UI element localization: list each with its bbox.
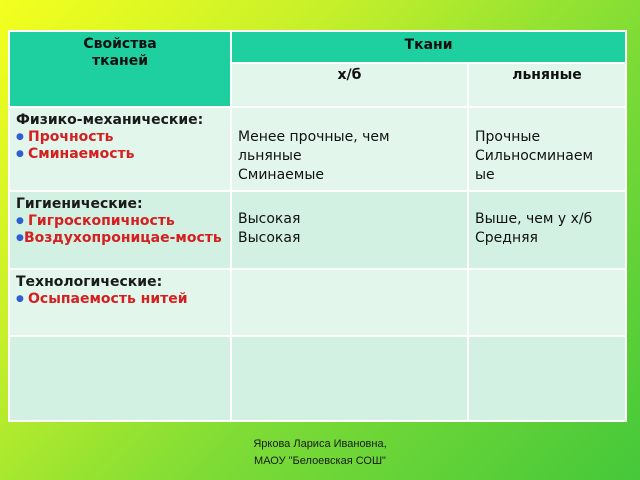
value-line: Прочные xyxy=(475,129,541,145)
property-item: ● Гигроскопичность xyxy=(16,213,175,229)
bullet-icon: ● xyxy=(16,294,24,304)
table-row xyxy=(9,269,626,336)
footer-school: МАОУ "Белоевская СОШ" xyxy=(254,455,386,467)
header-properties-line2: тканей xyxy=(91,53,149,69)
bullet-icon: ● xyxy=(16,233,24,243)
bullet-icon: ● xyxy=(16,149,24,159)
value-line: Сильносминаем xyxy=(475,148,594,164)
property-cell xyxy=(9,107,231,191)
value-line: Менее прочные, чем xyxy=(238,129,390,145)
category-label: Гигиенические: xyxy=(16,196,143,212)
bullet-icon: ● xyxy=(16,216,24,226)
linen-value-cell xyxy=(468,107,626,191)
footer-author: Яркова Лариса Ивановна, xyxy=(253,438,387,450)
cotton-value-cell xyxy=(231,269,468,336)
value-line: Высокая xyxy=(238,211,301,227)
header-linen: льняные xyxy=(468,63,626,107)
table-row xyxy=(9,191,626,269)
property-item: ● Осыпаемость нитей xyxy=(16,291,188,307)
property-cell xyxy=(9,191,231,269)
header-properties xyxy=(9,31,231,107)
empty-cell xyxy=(231,336,468,421)
value-line: ые xyxy=(475,167,495,183)
category-label: Технологические: xyxy=(16,274,163,290)
value-line: Средняя xyxy=(475,230,538,246)
linen-value-cell xyxy=(468,191,626,269)
category-label: Физико-механические: xyxy=(16,112,204,128)
header-cotton: х/б xyxy=(231,63,468,107)
table-row xyxy=(9,336,626,421)
cotton-value-cell xyxy=(231,107,468,191)
header-properties-line1: Свойства xyxy=(83,36,157,52)
cotton-value-cell xyxy=(231,191,468,269)
value-line: Высокая xyxy=(238,230,301,246)
value-line: Сминаемые xyxy=(238,167,325,183)
footer-credit xyxy=(0,436,640,470)
value-line: Выше, чем у х/б xyxy=(475,211,593,227)
property-item: ● Воздухопроницае-мость xyxy=(16,230,222,246)
bullet-icon: ● xyxy=(16,132,24,142)
value-line: льняные xyxy=(238,148,302,164)
linen-value-cell xyxy=(468,269,626,336)
property-item: ● Сминаемость xyxy=(16,146,135,162)
header-fabrics: Ткани xyxy=(231,31,626,63)
empty-cell xyxy=(9,336,231,421)
property-cell xyxy=(9,269,231,336)
empty-cell xyxy=(468,336,626,421)
property-item: ● Прочность xyxy=(16,129,114,145)
fabric-properties-table xyxy=(8,30,627,422)
table-row xyxy=(9,107,626,191)
